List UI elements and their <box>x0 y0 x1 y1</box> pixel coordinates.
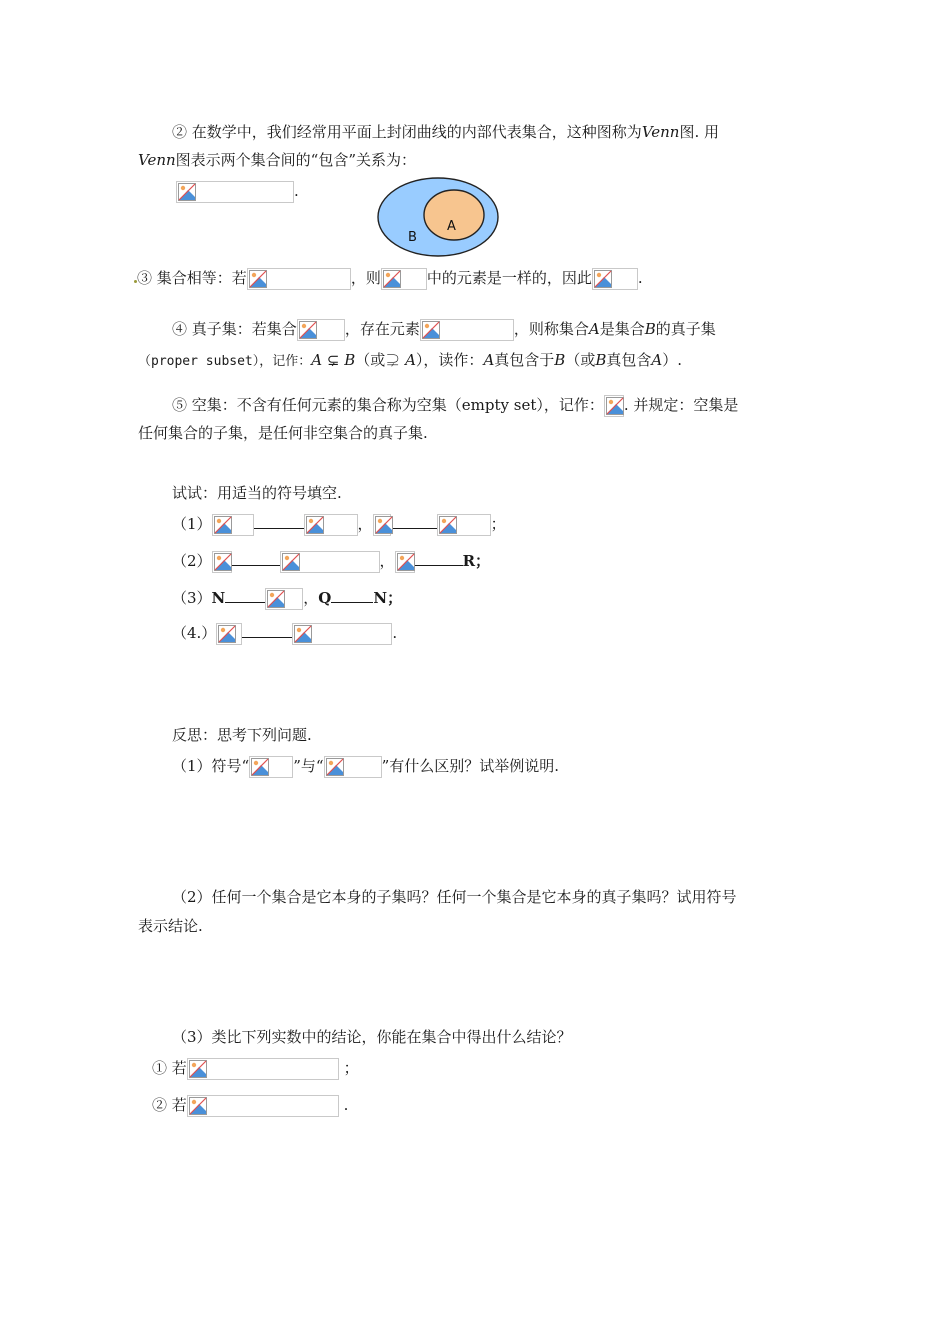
para-4-line-1: ④ 真子集：若集合 ，存在元素 ，则称集合A是集合B的真子集 <box>172 318 716 341</box>
formula-image-placeholder <box>176 181 294 203</box>
para-5-line-1: ⑤ 空集：不含有任何元素的集合称为空集（empty set），记作： . 并规定：空集是 <box>172 394 738 417</box>
broken-image-icon <box>306 516 324 534</box>
para-5-line-2: 任何集合的子集，是任何非空集合的真子集. <box>138 424 428 442</box>
broken-image-icon <box>178 183 196 201</box>
formula-image-placeholder <box>381 268 427 290</box>
venn-label-b: B <box>408 230 417 245</box>
para-2-line-1: ② 在数学中，我们经常用平面上封闭曲线的内部代表集合，这种图称为Venn图. 用 <box>172 123 720 141</box>
broken-image-icon <box>214 553 232 571</box>
para-2-line-2: Venn图表示两个集合间的“包含”关系为： <box>138 151 416 169</box>
broken-image-icon <box>375 516 393 534</box>
broken-image-icon <box>594 270 612 288</box>
try-q1: （1） ， ； <box>172 513 506 536</box>
broken-image-icon <box>606 397 624 415</box>
broken-image-icon <box>251 758 269 776</box>
reflect-q2-line-2: 表示结论. <box>138 917 203 935</box>
broken-image-icon <box>249 270 267 288</box>
answer-blank[interactable] <box>331 588 373 603</box>
reflect-title: 反思：思考下列问题. <box>172 726 312 744</box>
broken-image-icon <box>294 625 312 643</box>
answer-blank[interactable] <box>232 551 280 566</box>
formula-image-placeholder <box>304 514 358 536</box>
formula-image-placeholder <box>212 514 254 536</box>
answer-blank[interactable] <box>415 551 463 566</box>
broken-image-icon <box>218 625 236 643</box>
formula-image-placeholder <box>292 623 392 645</box>
answer-blank[interactable] <box>225 588 265 603</box>
try-q4: （4.） . <box>172 622 397 645</box>
reflect-q1: （1）符号“ ”与“ ”有什么区别？试举例说明. <box>172 755 559 778</box>
broken-image-icon <box>299 321 317 339</box>
formula-image-placeholder <box>247 268 351 290</box>
broken-image-icon <box>397 553 415 571</box>
venn-diagram <box>376 176 502 258</box>
try-q3: （3）N ，Q N； <box>172 587 402 610</box>
para-4-line-2: （proper subset），记作：A ⊊ B（或⊋ A），读作：A真包含于B（或B真包含A）. <box>138 351 683 369</box>
formula-image-placeholder <box>324 756 382 778</box>
reflect-q3-item-2: ② 若 . <box>152 1094 348 1117</box>
formula-image-placeholder <box>297 319 345 341</box>
formula-image-placeholder <box>187 1058 339 1080</box>
try-q2: （2） ， R； <box>172 550 490 573</box>
reflect-q3-item-1: ① 若 ； <box>152 1057 359 1080</box>
formula-image-placeholder <box>212 551 232 573</box>
formula-image-placeholder <box>420 319 514 341</box>
broken-image-icon <box>282 553 300 571</box>
formula-image-placeholder <box>216 623 242 645</box>
formula-image-placeholder <box>604 395 624 417</box>
broken-image-icon <box>422 321 440 339</box>
formula-image-placeholder <box>280 551 380 573</box>
broken-image-icon <box>326 758 344 776</box>
broken-image-icon <box>189 1097 207 1115</box>
broken-image-icon <box>439 516 457 534</box>
formula-image-placeholder <box>592 268 638 290</box>
circled-num: ② <box>172 123 188 141</box>
formula-image-placeholder <box>373 514 391 536</box>
answer-blank[interactable] <box>254 514 304 529</box>
formula-image-placeholder <box>395 551 415 573</box>
reflect-q3: （3）类比下列实数中的结论，你能在集合中得出什么结论？ <box>172 1028 572 1046</box>
formula-image-placeholder <box>249 756 293 778</box>
answer-blank[interactable] <box>242 623 292 638</box>
formula-subset: . <box>176 180 299 203</box>
formula-image-placeholder <box>187 1095 339 1117</box>
formula-image-placeholder <box>265 588 303 610</box>
answer-blank[interactable] <box>391 514 437 529</box>
reflect-q2-line-1: （2）任何一个集合是它本身的子集吗？任何一个集合是它本身的真子集吗？试用符号 <box>172 888 737 906</box>
broken-image-icon <box>189 1060 207 1078</box>
broken-image-icon <box>383 270 401 288</box>
broken-image-icon <box>214 516 232 534</box>
try-title: 试试：用适当的符号填空. <box>172 484 342 502</box>
venn-label-a: A <box>447 219 456 234</box>
formula-image-placeholder <box>437 514 491 536</box>
broken-image-icon <box>267 590 285 608</box>
para-3: ③ 集合相等：若 ，则 中的元素是一样的，因此 . <box>134 267 643 290</box>
